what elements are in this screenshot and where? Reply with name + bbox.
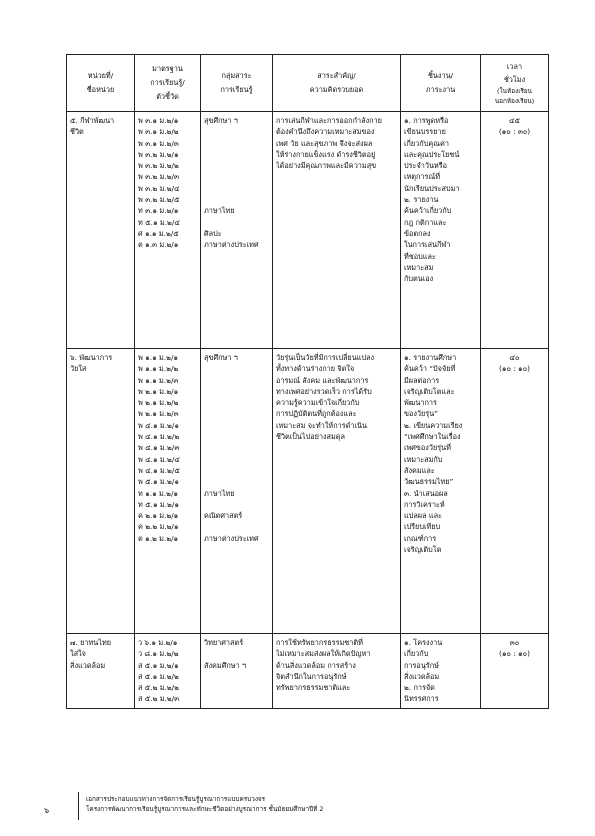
tasks-cell-line: เหมาะสมกับ xyxy=(404,454,443,464)
tasks-cell-line: ๑. โครงงาน xyxy=(404,638,443,647)
spacer-line xyxy=(204,442,269,453)
tasks-cell-line: มีผลต่อการ xyxy=(404,375,440,385)
tasks-cell-line: เจริญเติบโตและ xyxy=(404,386,455,396)
subject-group-label: ภาษาไทย xyxy=(204,488,235,498)
tasks-cell-line: ของวัยรุ่น” xyxy=(404,409,438,419)
spacer-line xyxy=(204,431,269,442)
standards-cell xyxy=(135,634,201,709)
standards-cell-line: พ ๓.๒ ม.๒/๕ xyxy=(138,195,180,205)
unit-header xyxy=(67,55,135,112)
standards-cell-line: ท ๕.๑ ม.๒/๑ xyxy=(138,499,179,509)
standards-cell-line: ศ ๑.๑ ม.๒/๕ xyxy=(138,228,179,238)
concept-cell-line: ต้องคำนึงถึงความเหมาะสมของ xyxy=(276,127,375,137)
concept-cell-line: ทั้งทางด้านร่างกาย จิตใจ xyxy=(276,364,355,374)
spacer-line xyxy=(204,363,269,374)
standards-cell-line: พ ๑.๑ ม.๒/๒ xyxy=(138,364,179,374)
standards-cell-line: พ ๓.๑ ม.๒/๒ xyxy=(138,127,179,137)
tasks-cell-line: แปลผล และ xyxy=(404,511,442,521)
spacer-line xyxy=(204,171,269,182)
standards-cell-line: ท ๑.๑ ม.๒/๑ xyxy=(138,488,179,498)
subject-group-label: วิทยาศาสตร์ xyxy=(204,638,244,647)
tasks-cell-line: ค้นคว้า “ปัจจัยที่ xyxy=(404,364,456,374)
concept-cell-line: อารมณ์ สังคม และพัฒนาการ xyxy=(276,375,369,385)
standards-cell-line: พ ๒.๑ ม.๒/๓ xyxy=(138,409,179,419)
standards-cell-line: พ ๔.๑ ม.๒/๕ xyxy=(138,465,180,475)
table-row xyxy=(67,349,549,634)
standards-cell-line: พ ๕.๑ ม.๒/๑ xyxy=(138,477,179,487)
page-number: ๖ xyxy=(44,806,50,815)
spacer-line xyxy=(204,420,269,431)
concept-cell-line: ชีวิตเป็นไปอย่างสมดุล xyxy=(276,432,345,442)
tasks-cell-line: นักเรียนประสบมา xyxy=(404,183,460,193)
subject-group-label: ภาษาต่างประเทศ xyxy=(204,533,259,543)
subject-group-label: สังคมศึกษา ฯ xyxy=(204,660,247,670)
standards-cell-line: ท ๕.๑ ม.๒/๔ xyxy=(138,217,180,227)
header-line: ภาระงาน xyxy=(425,85,456,94)
concept-cell-line: เพศ วัย และสุขภาพ จึงจะส่งผล xyxy=(276,138,373,148)
tasks-cell-line: สิ่งแวดล้อม xyxy=(404,671,440,681)
header-line: นอกห้องเรียน) xyxy=(494,96,535,105)
tasks-cell-line: ประจำวันหรือ xyxy=(404,161,448,171)
concept-cell-line: ด้านสิ่งแวดล้อม การสร้าง xyxy=(276,660,356,670)
footer-text xyxy=(86,794,323,815)
unit-cell-line: ใส่ใจ xyxy=(70,649,86,659)
tasks-cell-line: กับตนเอง xyxy=(404,274,434,284)
concept-cell xyxy=(273,112,401,349)
unit-cell-line: ๗. ยาทนไทย xyxy=(70,638,112,647)
spacer-line xyxy=(204,521,269,532)
spacer-line xyxy=(204,671,269,682)
standards-cell-line: ว ๘.๑ ม.๒/๒ xyxy=(138,649,179,659)
hours-cell xyxy=(481,112,549,349)
header-line: ชื่อหน่วย xyxy=(86,85,115,94)
header-line: กลุ่มสาระ xyxy=(221,71,252,81)
tasks-cell-line: สังคมและ xyxy=(404,465,435,475)
header-line: ความคิดรวบยอด xyxy=(309,85,364,94)
spacer-line xyxy=(204,465,269,476)
hours-cell-line: (๑๐ : ๓๐) xyxy=(498,127,531,137)
spacer-line xyxy=(204,375,269,386)
unit-cell-line: สิ่งแวดล้อม xyxy=(70,660,106,670)
standards-cell-line: พ ๒.๑ ม.๒/๒ xyxy=(138,398,179,408)
hours-cell-line: ๔๐ xyxy=(509,353,520,362)
concept-cell-line: การเล่นกีฬาและการออกกำลังกาย xyxy=(276,116,382,125)
tasks-cell-line: ค้นคว้าเกี่ยวกับ xyxy=(404,206,452,216)
tasks-cell-line: เหมาะสม xyxy=(404,262,434,272)
tasks-cell-line: เกณฑ์การ xyxy=(404,533,437,543)
subject-group-label: สุขศึกษา ฯ xyxy=(204,353,238,362)
concept-cell-line: วัยรุ่นเป็นวัยที่มีการเปลี่ยนแปลง xyxy=(276,353,375,362)
unit-cell xyxy=(67,634,135,709)
hours-header xyxy=(481,55,549,112)
tasks-cell-line: พัฒนาการ xyxy=(404,398,437,408)
hours-cell xyxy=(481,349,549,634)
standards-cell xyxy=(135,112,201,349)
tasks-cell-line: เกี่ยวกับ xyxy=(404,649,429,659)
spacer-line xyxy=(204,149,269,160)
standards-cell-line: ว ๖.๑ ม.๒/๑ xyxy=(138,638,178,647)
subject-group-label: สุขศึกษา ฯ xyxy=(204,116,238,125)
standards-cell-line: ท ๓.๑ ม.๒/๑ xyxy=(138,206,179,216)
header-line: ตัวชี้วัด xyxy=(156,91,179,101)
concept-cell-line: ได้อย่างมีคุณภาพและมีความสุข xyxy=(276,161,377,171)
header-line: การเรียนรู้ xyxy=(220,85,253,94)
hours-cell-line: ๓๐ xyxy=(509,638,520,647)
spacer-line xyxy=(204,682,269,693)
tasks-cell-line: เปรียบเทียบ xyxy=(404,522,441,532)
unit-cell xyxy=(67,349,135,634)
tasks-cell-line: ๒. การจัด xyxy=(404,683,435,693)
tasks-header xyxy=(401,55,481,112)
header-line: เวลา xyxy=(506,61,523,71)
footer-line-1: เอกสารประกอบแนวทางการจัดการเรียนรู้บูรณาการแบบครบวงจร xyxy=(86,795,266,803)
table-row xyxy=(67,634,549,709)
tasks-cell-line: “เพศศึกษาในเรื่อง xyxy=(404,432,461,442)
subject-group-header xyxy=(201,55,273,112)
footer-divider xyxy=(78,792,79,820)
tasks-cell-line: เหตุการณ์ที่ xyxy=(404,172,441,182)
tasks-cell-line: ๒. รายงาน xyxy=(404,195,439,205)
unit-cell-line: ชีวิต xyxy=(70,127,84,137)
hours-cell xyxy=(481,634,549,709)
standards-cell-line: ต ๑.๓ ม.๒/๑ xyxy=(138,240,179,250)
spacer-line xyxy=(204,454,269,465)
unit-cell-line: ๕. กีฬาพัฒนา xyxy=(70,116,115,125)
subject-group-cell xyxy=(201,349,273,634)
tasks-cell-line: ข้อตกลง xyxy=(404,228,431,238)
subject-group-label: ศิลปะ xyxy=(204,228,222,238)
standards-cell-line: พ ๓.๒ ม.๒/๔ xyxy=(138,183,180,193)
standards-cell-line: พ ๓.๑ ม.๒/๑ xyxy=(138,116,179,125)
concept-cell-line: ทางเพศอย่างรวดเร็ว การได้รับ xyxy=(276,386,372,396)
spacer-line xyxy=(204,408,269,419)
concept-cell xyxy=(273,349,401,634)
standards-cell-line: ส ๕.๒ ม.๒/๓ xyxy=(138,694,180,704)
spacer-line xyxy=(204,160,269,171)
spacer-line xyxy=(204,217,269,228)
page-footer xyxy=(0,788,595,828)
spacer-line xyxy=(204,138,269,149)
spacer-line xyxy=(204,476,269,487)
standards-cell-line: ส ๕.๒ ม.๒/๒ xyxy=(138,683,179,693)
standards-cell-line: พ ๑.๑ ม.๒/๑ xyxy=(138,353,179,362)
standards-cell-line: พ ๓.๒ ม.๒/๓ xyxy=(138,172,179,182)
subject-group-cell xyxy=(201,634,273,709)
header-line: ชิ้นงาน/ xyxy=(427,71,454,81)
concept-cell-line: ให้ร่างกายแข็งแรง ดำรงชีวิตอยู่ xyxy=(276,149,376,159)
subject-group-label: ภาษาไทย xyxy=(204,206,235,216)
header-line: หน่วยที่/ xyxy=(87,71,114,81)
spacer-line xyxy=(204,386,269,397)
standards-cell xyxy=(135,349,201,634)
tasks-cell-line: การอนุรักษ์ xyxy=(404,660,439,670)
tasks-cell-line: การวิเคราะห์ xyxy=(404,499,445,509)
standards-cell-line: ค ๒.๑ ม.๒/๑ xyxy=(138,511,179,521)
header-line: (ในห้องเรียน xyxy=(497,87,532,96)
spacer-line xyxy=(204,397,269,408)
header-line: มาตรฐาน xyxy=(152,64,183,74)
spacer-line xyxy=(204,194,269,205)
header-line: สาระสำคัญ/ xyxy=(317,71,356,81)
concept-cell-line: ไม่เหมาะสมส่งผลให้เกิดปัญหา xyxy=(276,649,371,659)
standards-cell-line: พ ๔.๑ ม.๒/๔ xyxy=(138,454,180,464)
standards-header xyxy=(135,55,201,112)
spacer-line xyxy=(204,183,269,194)
unit-cell-line: ๖. พัฒนาการ xyxy=(70,353,113,362)
standards-cell-line: พ ๑.๑ ม.๒/๓ xyxy=(138,375,179,385)
standards-cell-line: พ ๔.๑ ม.๒/๑ xyxy=(138,420,179,430)
concept-cell-line: การปฏิบัติตนที่ถูกต้องและ xyxy=(276,409,357,419)
tasks-cell-line: ในการเล่นกีฬา xyxy=(404,240,451,250)
tasks-cell-line: และคุณประโยชน์ xyxy=(404,149,460,159)
tasks-cell-line: เกี่ยวกับคุณค่า xyxy=(404,138,449,148)
unit-cell xyxy=(67,112,135,349)
tasks-cell-line: นิทรรศการ xyxy=(404,694,439,704)
tasks-cell-line: ๑. การพูดหรือ xyxy=(404,116,449,125)
hours-cell-line: (๑๐ : ๑๐) xyxy=(499,649,530,659)
hours-cell-line: (๑๐ : ๑๐) xyxy=(499,364,530,374)
footer-line-2: โครงการพัฒนาการเรียนรู้บูรณาการและทักษะชีวิตอย่างบูรณาการ ชั้นมัธยมศึกษาปีที่ 2 xyxy=(86,805,324,814)
header-line: การเรียนรู้/ xyxy=(150,78,185,88)
header-line: ชั่วโมง xyxy=(503,75,526,85)
standards-cell-line: พ ๓.๑ ม.๒/๓ xyxy=(138,138,179,148)
tasks-cell-line: ๒. เขียนความเรียง xyxy=(404,420,463,430)
concept-cell-line: เหมาะสม จะทำให้การดำเนิน xyxy=(276,420,367,430)
tasks-cell xyxy=(401,349,481,634)
standards-cell-line: พ ๒.๑ ม.๒/๑ xyxy=(138,386,179,396)
standards-cell-line: พ ๔.๑ ม.๒/๒ xyxy=(138,432,180,442)
concept-cell-line: จิตสำนึกในการอนุรักษ์ xyxy=(276,671,347,681)
spacer-line xyxy=(204,693,269,704)
standards-cell-line: ค ๒.๒ ม.๒/๑ xyxy=(138,522,179,532)
tasks-cell-line: ๓. นำเสนอผล xyxy=(404,488,448,498)
concept-cell-line: ทรัพยากรธรรมชาติและ xyxy=(276,683,351,693)
spacer-line xyxy=(204,499,269,510)
concept-header xyxy=(273,55,401,112)
unit-cell-line: วัยใส xyxy=(70,364,87,374)
curriculum-table xyxy=(66,54,549,709)
tasks-cell-line: เพศของวัยรุ่นที่ xyxy=(404,443,451,453)
spacer-line xyxy=(204,648,269,659)
tasks-cell-line: ที่ชอบและ xyxy=(404,251,436,261)
standards-cell-line: ต ๑.๒ ม.๒/๑ xyxy=(138,533,179,543)
standards-cell-line: พ ๔.๑ ม.๒/๓ xyxy=(138,443,180,453)
standards-cell-line: พ ๓.๒ ม.๒/๒ xyxy=(138,161,179,171)
table-header-row xyxy=(67,55,549,112)
tasks-cell-line: เจริญเติบโต xyxy=(404,545,442,555)
standards-cell-line: ส ๕.๑ ม.๒/๑ xyxy=(138,660,179,670)
tasks-cell-line: เขียนบรรยาย xyxy=(404,127,446,137)
concept-cell-line: ความรู้ความเข้าใจเกี่ยวกับ xyxy=(276,398,360,408)
standards-cell-line: พ ๓.๒ ม.๒/๑ xyxy=(138,149,179,159)
spacer-line xyxy=(204,126,269,137)
subject-group-label: คณิตศาสตร์ xyxy=(204,511,243,521)
tasks-cell-line: ๑. รายงานศึกษา xyxy=(404,353,457,362)
tasks-cell-line: กฎ กติกาและ xyxy=(404,217,447,227)
subject-group-cell xyxy=(201,112,273,349)
concept-cell-line: การใช้ทรัพยากรธรรมชาติที่ xyxy=(276,638,363,647)
tasks-cell xyxy=(401,112,481,349)
tasks-cell xyxy=(401,634,481,709)
standards-cell-line: ส ๕.๑ ม.๒/๒ xyxy=(138,671,179,681)
subject-group-label: ภาษาต่างประเทศ xyxy=(204,240,259,250)
tasks-cell-line: วัฒนธรรมไทย” xyxy=(404,477,454,487)
hours-cell-line: ๔๕ xyxy=(508,116,521,125)
table-row xyxy=(67,112,549,349)
concept-cell xyxy=(273,634,401,709)
